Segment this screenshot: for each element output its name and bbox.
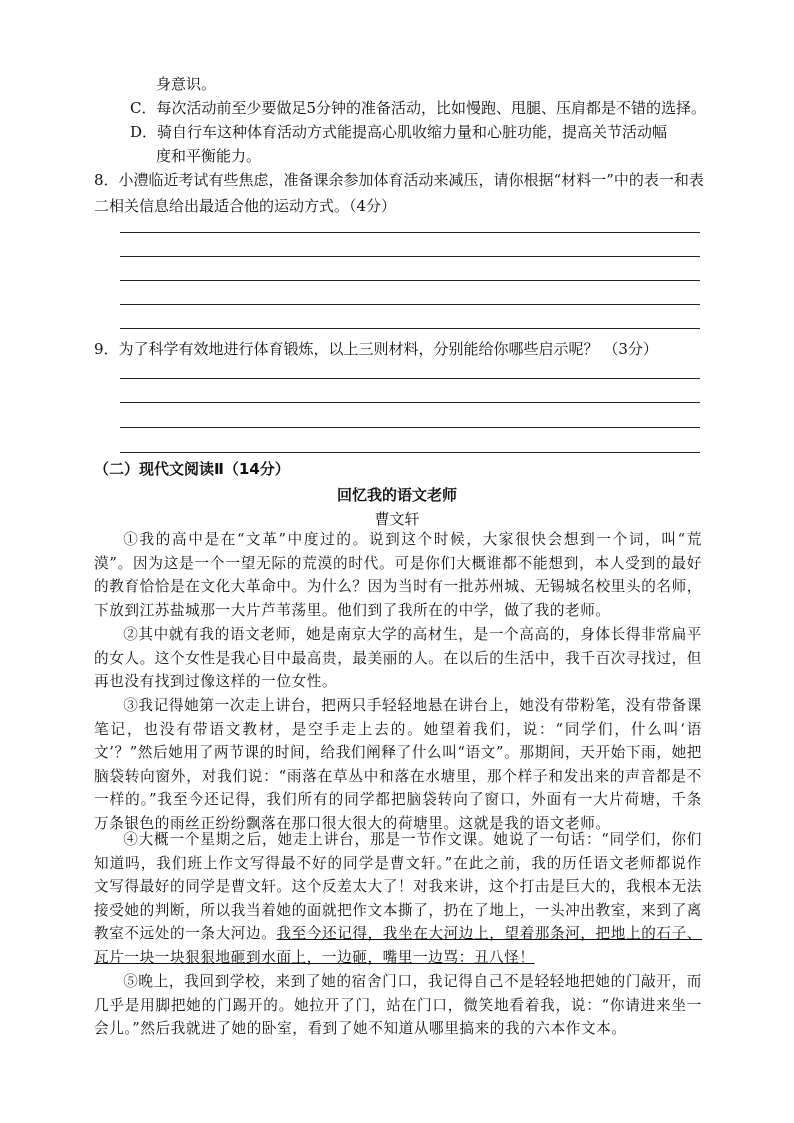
paragraph-4-text: ④大概一个星期之后，她走上讲台，那是一节作文课。她说了一句话：“同学们，你们知道吗，我们班上作文写得最不好的同学是曹文轩。”在此之前，我的历任语文老师都说作文写得最好的同学是曹文轩。这个反差太大了！对我来讲，这个打击是巨大的，我根本无法接受她的判断，所以我当着她的面就把作文本撕了，扔在了地上，一头冲出教室，来到了离教室不远处的一条大河边。 — [94, 831, 702, 942]
answer-line[interactable] — [120, 304, 700, 305]
paragraph-3: ③我记得她第一次走上讲台，把两只手轻轻地悬在讲台上，她没有带粉笔，没有带备课笔记，也没有带语文教材，是空手走上去的。她望着我们，说：“同学们，什么叫‘语文’？”然后她用了两节课的时间，给我们阐释了什么叫“语文”。那期间，天开始下雨，她把脑袋转向窗外，对我们说：“雨落在草丛中和落在水塘里，那个样子和发出来的声音都是不一样的。”我至今还记得，我们所有的同学都把脑袋转向了窗口，外面有一大片荷塘，千条万条银色的雨丝正纷纷飘落在那口很大很大的荷塘里。这就是我的语文老师。 — [94, 697, 702, 832]
option-d-line1: D．骑自行车这种体育活动方式能提高心肌收缩力量和心脏功能，提高关节活动幅 — [130, 123, 668, 141]
option-d-line2: 度和平衡能力。 — [156, 147, 262, 165]
answer-line[interactable] — [120, 378, 700, 379]
question-8: 8．小澧临近考试有些焦虑，准备课余参加体育活动来减压，请你根据“材料一”中的表一和表二相关信息给出最适合他的运动方式。（4分） — [94, 171, 704, 215]
paragraph-1: ①我的高中是在“文革”中度过的。说到这个时候，大家很快会想到一个词，叫“荒漠”。因为这是一个一望无际的荒漠的时代。可是你们大概谁都不能想到，本人受到的最好的教育恰恰是在文化大革命中。为什么？因为当时有一批苏州城、无锡城名校里头的名师，下放到江苏盐城那一大片芦苇荡里。他们到了我所在的中学，做了我的老师。 — [94, 531, 702, 619]
section-heading: （二）现代文阅读Ⅱ（14分） — [94, 460, 290, 478]
answer-line[interactable] — [120, 280, 700, 281]
option-c: C．每次活动前至少要做足5分钟的准备活动，比如慢跑、甩腿、压肩都是不错的选择。 — [130, 99, 707, 117]
answer-line[interactable] — [120, 427, 700, 428]
answer-line[interactable] — [120, 232, 700, 233]
article-author: 曹文轩 — [374, 510, 420, 528]
paragraph-5: ⑤晚上，我回到学校，来到了她的宿舍门口，我记得自己不是轻轻地把她的门敲开，而几乎是用脚把她的门踢开的。她拉开了门，站在门口，微笑地看着我，说：“你请进来坐一会儿。”然后我就进了她的卧室，看到了她不知道从哪里搞来的我的六本作文本。 — [94, 973, 702, 1037]
paragraph-4 — [94, 828, 702, 969]
answer-line[interactable] — [120, 452, 700, 453]
paragraph-4-underlined: 我至今还记得，我坐在大河边上，望着那条河，把地上的石子、瓦片一块一块狠狠地砸到水面上，一边砸，嘴里一边骂：丑八怪！ — [94, 925, 702, 966]
option-b-continuation: 身意识。 — [156, 75, 217, 93]
answer-line[interactable] — [120, 402, 700, 403]
answer-line[interactable] — [120, 256, 700, 257]
question-9: 9．为了科学有效地进行体育锻炼，以上三则材料，分别能给你哪些启示呢？ （3分） — [94, 340, 658, 358]
paragraph-2: ②其中就有我的语文老师，她是南京大学的高材生，是一个高高的，身体长得非常扁平的女人。这个女性是我心目中最高贵，最美丽的人。在以后的生活中，我千百次寻找过，但再也没有找到过像这样的一位女性。 — [94, 626, 702, 690]
article-title: 回忆我的语文老师 — [336, 486, 457, 504]
answer-line[interactable] — [120, 328, 700, 329]
